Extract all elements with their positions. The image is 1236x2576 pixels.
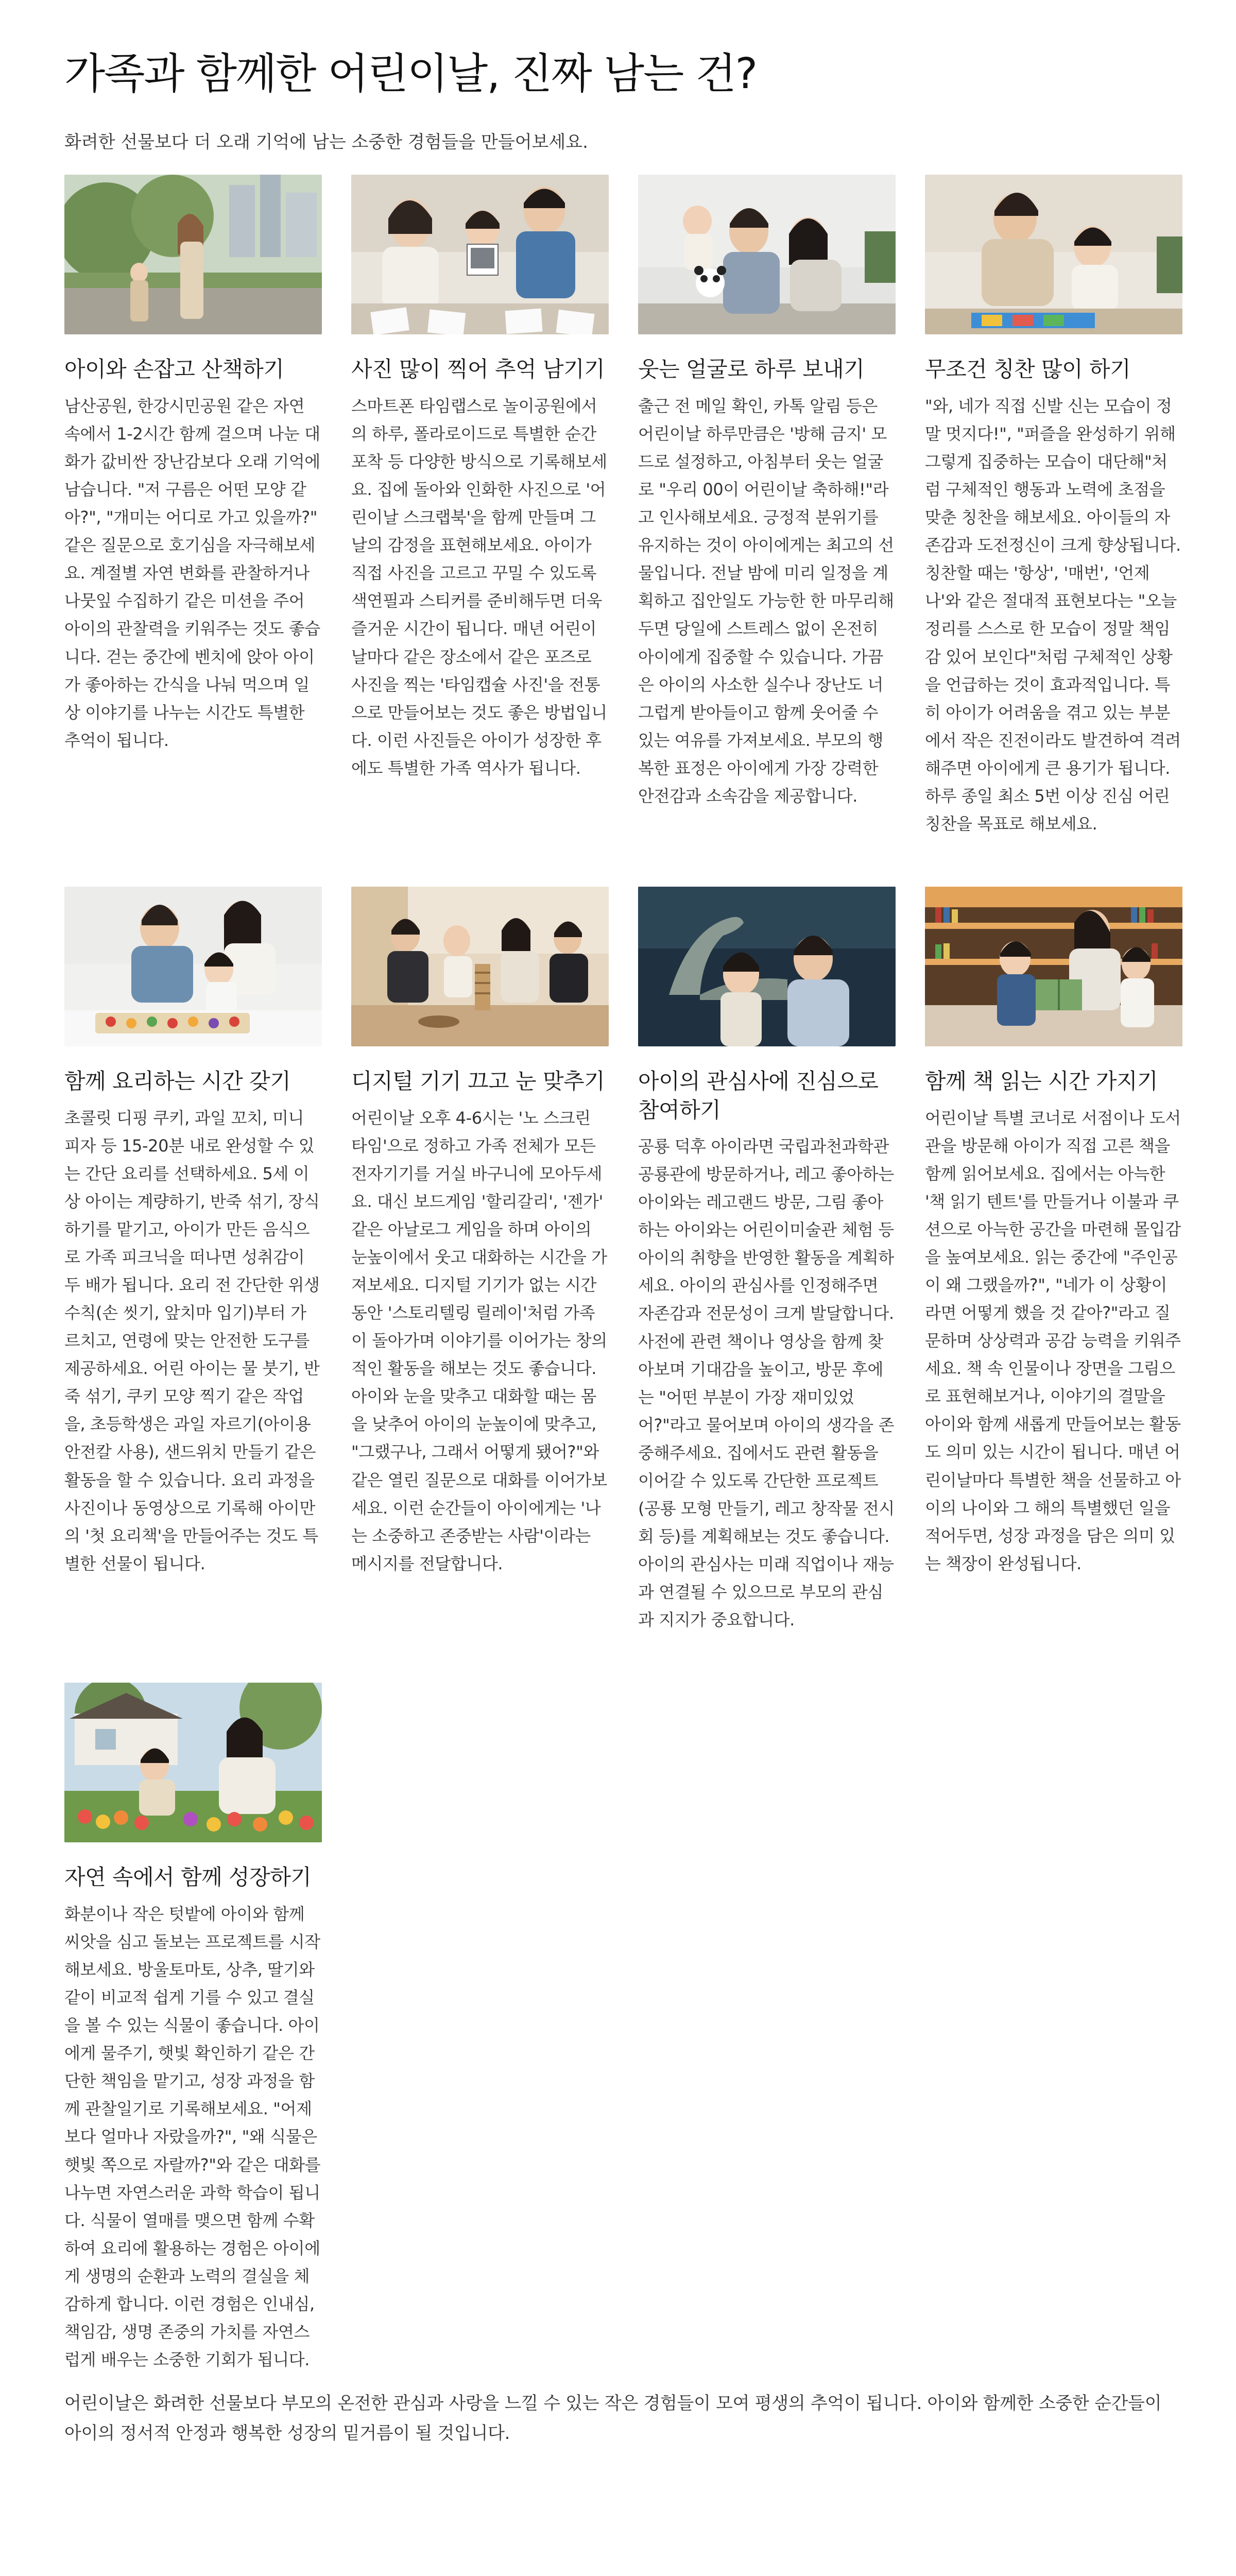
smiling-family-photo: [638, 175, 896, 334]
reading-together-photo: [925, 887, 1182, 1046]
closing-paragraph: 어린이날은 화려한 선물보다 부모의 온전한 관심과 사랑을 느낄 수 있는 작은 경험들이 모여 평생의 추억이 됩니다. 아이와 함께한 소중한 순간들이 아이의 정서적 안정과 행복한 성장의 밑거름이 될 것입니다.: [64, 2393, 1162, 2444]
card-body: 남산공원, 한강시민공원 같은 자연 속에서 1-2시간 함께 걸으며 나눈 대화가 값비싼 장난감보다 오래 기억에 남습니다. "저 구름은 어떤 모양 같아?", "개미는 어디로 가고 있을까?" 같은 질문으로 호기심을 자극해보세요. 계절별 자연 변화를 관찰하거나 나뭇잎 수집하기 같은 미션을 주어 아이의 관찰력을 키워주는 것도 좋습니다. 걷는 중간에 벤치에 앉아 아이가 좋아하는 간식을 나눠 먹으며 일상 이야기를 나누는 시간도 특별한 추억이 됩니다.: [64, 396, 320, 750]
card-body: 어린이날 특별 코너로 서점이나 도서관을 방문해 아이가 직접 고른 책을 함께 읽어보세요. 집에서는 아늑한 '책 읽기 텐트'를 만들거나 이불과 쿠션으로 아늑한 공간을 마련해 몰입감을 높여보세요. 읽는 중간에 "주인공이 왜 그랬을까?", "네가 이 상황이라면 어떻게 했을 것 같아?"라고 질문하며 상상력과 공감 능력을 키워주세요. 책 속 인물이나 장면을 그림으로 표현해보거나, 이야기의 결말을 아이와 함께 새롭게 만들어보는 활동도 의미 있는 시간이 됩니다. 매년 어린이날마다 특별한 책을 선물하고 아이의 나이와 그 해의 특별했던 일을 적어두면, 성장 과정을 담은 의미 있는 책장이 완성됩니다.: [925, 1108, 1181, 1573]
card-title: 아이의 관심사에 진심으로 참여하기: [638, 1069, 879, 1123]
activity-card: [925, 887, 1182, 1634]
activity-card: [64, 1683, 322, 2374]
activity-card: [925, 175, 1182, 838]
page-title: 가족과 함께한 어린이날, 진짜 남는 건?: [64, 49, 757, 98]
card-body: 초콜릿 디핑 쿠키, 과일 꼬치, 미니 피자 등 15-20분 내로 완성할 수 있는 간단 요리를 선택하세요. 5세 이상 아이는 계량하기, 반죽 섞기, 장식하기를 맡기고, 아이가 만든 음식으로 가족 피크닉을 떠나면 성취감이 두 배가 됩니다. 요리 전 간단한 위생 수칙(손 씻기, 앞치마 입기)부터 가르치고, 연령에 맞는 안전한 도구를 제공하세요. 어린 아이는 물 붓기, 반죽 섞기, 쿠키 모양 찍기 같은 작업을, 초등학생은 과일 자르기(아이용 안전칼 사용), 샌드위치 만들기 같은 활동을 할 수 있습니다. 요리 과정을 사진이나 동영상으로 기록해 아이만의 '첫 요리책'을 만들어주는 것도 특별한 선물이 됩니다.: [64, 1108, 320, 1573]
card-title: 웃는 얼굴로 하루 보내기: [638, 357, 865, 382]
card-title: 함께 책 읽는 시간 가지기: [925, 1069, 1158, 1094]
board-game-family-photo: [351, 887, 609, 1046]
card-title: 아이와 손잡고 산책하기: [64, 357, 284, 382]
card-title: 함께 요리하는 시간 갖기: [64, 1069, 291, 1094]
card-body: 화분이나 작은 텃밭에 아이와 함께 씨앗을 심고 돌보는 프로젝트를 시작해보세요. 방울토마토, 상추, 딸기와 같이 비교적 쉽게 기를 수 있고 결실을 볼 수 있는 식물이 좋습니다. 아이에게 물주기, 햇빛 확인하기 같은 간단한 책임을 맡기고, 성장 과정을 함께 관찰일기로 기록해보세요. "어제보다 얼마나 자랐을까?", "왜 식물은 햇빛 쪽으로 자랄까?"와 같은 대화를 나누면 자연스러운 과학 학습이 됩니다. 식물이 열매를 맺으면 함께 수확하여 요리에 활용하는 경험은 아이에게 생명의 순환과 노력의 결실을 체감하게 합니다. 이런 경험은 인내심, 책임감, 생명 존중의 가치를 자연스럽게 배우는 소중한 기회가 됩니다.: [64, 1904, 321, 2370]
card-body: 출근 전 메일 확인, 카톡 알림 등은 어린이날 하루만큼은 '방해 금지' 모드로 설정하고, 아침부터 웃는 얼굴로 "우리 00이 어린이날 축하해!"라고 인사해보세요. 긍정적 분위기를 유지하는 것이 아이에게는 최고의 선물입니다. 전날 밤에 미리 일정을 계획하고 집안일도 가능한 한 마무리해두면 당일에 스트레스 없이 온전히 아이에게 집중할 수 있습니다. 가끔은 아이의 사소한 실수나 장난도 너그럽게 받아들이고 함께 웃어줄 수 있는 여유를 가져보세요. 부모의 행복한 표정은 아이에게 가장 강력한 안전감과 소속감을 제공합니다.: [638, 396, 894, 806]
activity-card: [638, 175, 896, 838]
activity-card: [351, 175, 609, 838]
family-photo-album-photo: [351, 175, 609, 334]
dinosaur-museum-photo: [638, 887, 896, 1046]
card-body: 공룡 덕후 아이라면 국립과천과학관 공룡관에 방문하거나, 레고 좋아하는 아이와는 레고랜드 방문, 그림 좋아하는 아이와는 어린이미술관 체험 등 아이의 취향을 반영한 활동을 계획하세요. 아이의 관심사를 인정해주면 자존감과 전문성이 크게 발달합니다. 사전에 관련 책이나 영상을 함께 찾아보며 기대감을 높이고, 방문 후에는 "어떤 부분이 가장 재미있었어?"라고 물어보며 아이의 생각을 존중해주세요. 집에서도 관련 활동을 이어갈 수 있도록 간단한 프로젝트(공룡 모형 만들기, 레고 창작물 전시회 등)를 계획해보는 것도 좋습니다. 아이의 관심사는 미래 직업이나 재능과 연결될 수 있으므로 부모의 관심과 지지가 중요합니다.: [638, 1136, 895, 1630]
card-body: "와, 네가 직접 신발 신는 모습이 정말 멋지다!", "퍼즐을 완성하기 위해 그렇게 집중하는 모습이 대단해"처럼 구체적인 행동과 노력에 초점을 맞춘 칭찬을 해보세요. 아이들의 자존감과 도전정신이 크게 향상됩니다. 칭찬할 때는 '항상', '매번', '언제나'와 같은 절대적 표현보다는 "오늘 정리를 스스로 한 모습이 정말 책임감 있어 보인다"처럼 구체적인 상황을 언급하는 것이 효과적입니다. 특히 아이가 어려움을 겪고 있는 부분에서 작은 진전이라도 발견하여 격려해주면 아이에게 큰 용기가 됩니다. 하루 종일 최소 5번 이상 진심 어린 칭찬을 목표로 해보세요.: [925, 396, 1181, 834]
card-body: 스마트폰 타임랩스로 놀이공원에서의 하루, 폴라로이드로 특별한 순간 포착 등 다양한 방식으로 기록해보세요. 집에 돌아와 인화한 사진으로 '어린이날 스크랩북'을 함께 만들며 그날의 감정을 표현해보세요. 아이가 직접 사진을 고르고 꾸밀 수 있도록 색연필과 스티커를 준비해두면 더욱 즐거운 시간이 됩니다. 매년 어린이날마다 같은 장소에서 같은 포즈로 사진을 찍는 '타임캡슐 사진'을 전통으로 만들어보는 것도 좋은 방법입니다. 이런 사진들은 아이가 성장한 후에도 특별한 가족 역사가 됩니다.: [351, 396, 607, 778]
gardening-together-photo: [64, 1683, 322, 1842]
page-subtitle: 화려한 선물보다 더 오래 기억에 남는 소중한 경험들을 만들어보세요.: [64, 132, 588, 153]
card-title: 자연 속에서 함께 성장하기: [64, 1865, 312, 1890]
activity-card: [64, 887, 322, 1634]
card-title: 무조건 칭찬 많이 하기: [925, 357, 1131, 382]
family-walk-photo: [64, 175, 322, 334]
card-title: 사진 많이 찍어 추억 남기기: [351, 357, 605, 382]
cooking-together-photo: [64, 887, 322, 1046]
activity-card: [638, 887, 896, 1634]
card-body: 어린이날 오후 4-6시는 '노 스크린 타임'으로 정하고 가족 전체가 모든 전자기기를 거실 바구니에 모아두세요. 대신 보드게임 '할리갈리', '젠가' 같은 아날로그 게임을 하며 아이의 눈높이에서 웃고 대화하는 시간을 가져보세요. 디지털 기기가 없는 시간 동안 '스토리텔링 릴레이'처럼 가족이 돌아가며 이야기를 이어가는 창의적인 활동을 해보는 것도 좋습니다. 아이와 눈을 맞추고 대화할 때는 몸을 낮추어 아이의 눈높이에 맞추고, "그랬구나, 그래서 어떻게 됐어?"와 같은 열린 질문으로 대화를 이어가보세요. 이런 순간들이 아이에게는 '나는 소중하고 존중받는 사람'이라는 메시지를 전달합니다.: [351, 1108, 607, 1573]
praise-child-photo: [925, 175, 1182, 334]
card-title: 디지털 기기 끄고 눈 맞추기: [351, 1069, 605, 1094]
activity-card: [351, 887, 609, 1634]
activity-card: [64, 175, 322, 838]
article-grid: [64, 175, 1181, 2374]
